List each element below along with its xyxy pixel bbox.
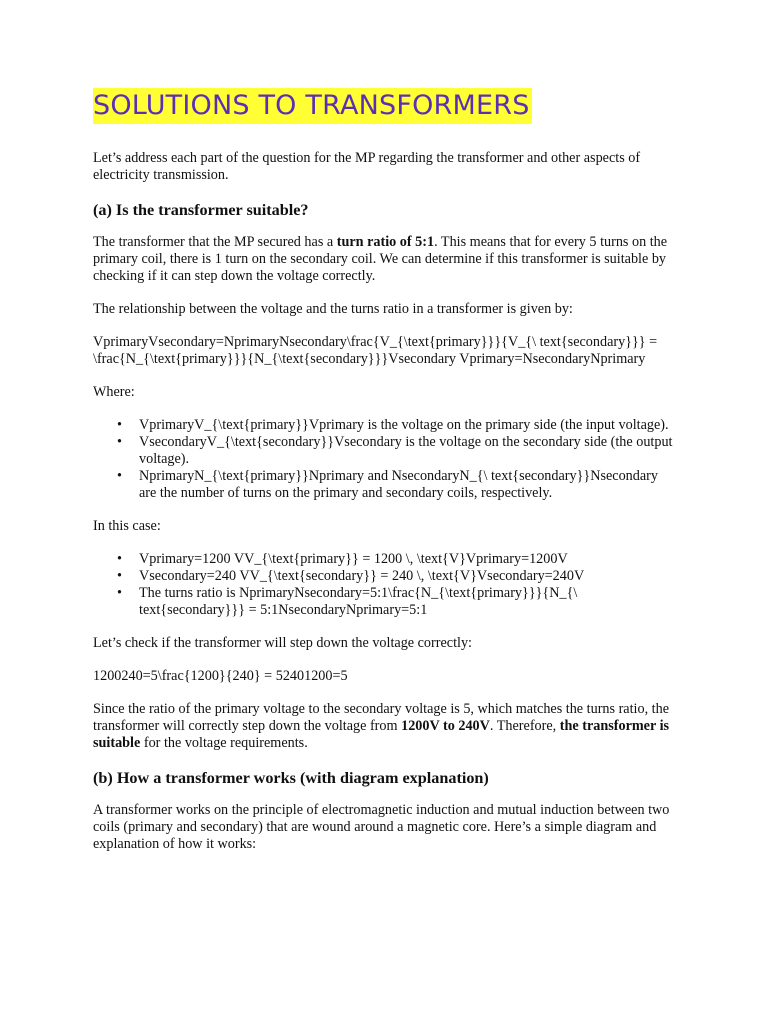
voltage-range-bold: 1200V to 240V bbox=[401, 718, 490, 734]
section-a-heading: (a) Is the transformer suitable? bbox=[93, 201, 309, 219]
section-b-heading: (b) How a transformer works (with diagram explanation) bbox=[93, 769, 489, 787]
list-item: • NprimaryN_{\text{primary}}Nprimary and NsecondaryN_{\ text{secondary}}Nsecondary are the number of turns on the primary and secondary coils, respectively. bbox=[139, 468, 678, 502]
list-item: • Vsecondary=240 VV_{\text{secondary}} = 240 \, \text{V}Vsecondary=240V bbox=[139, 568, 678, 585]
list-item: • VsecondaryV_{\text{secondary}}Vsecondary is the voltage on the secondary side (the output voltage). bbox=[139, 434, 678, 468]
turn-ratio-text-1: The transformer that the MP secured has a bbox=[93, 234, 337, 250]
conclusion-text-1: Since the ratio of the primary voltage to the secondary voltage is 5, which matches the turns ratio, the transformer will correctly step down the voltage from bbox=[93, 701, 669, 734]
turn-ratio-paragraph bbox=[93, 234, 678, 285]
list-item: • Vprimary=1200 VV_{\text{primary}} = 1200 \, \text{V}Vprimary=1200V bbox=[139, 551, 678, 568]
turn-ratio-bold: turn ratio of 5:1 bbox=[336, 234, 435, 250]
relationship-paragraph: The relationship between the voltage and the turns ratio in a transformer is given by: bbox=[93, 301, 573, 317]
suitable-bold: the transformer is suitable bbox=[93, 718, 670, 751]
intro-paragraph: Let’s address each part of the question for the MP regarding the transformer and other aspects of electricity transmission. bbox=[93, 150, 641, 183]
list-item: • The turns ratio is NprimaryNsecondary=5:1\frac{N_{\text{primary}}}{N_{\ text{secondary}}} = 5:1NsecondaryNprimary=5:1 bbox=[139, 585, 678, 619]
case-values-list bbox=[93, 551, 678, 619]
calculation-paragraph: 1200240=5\frac{1200}{240} = 52401200=5 bbox=[93, 668, 348, 684]
formula-paragraph: VprimaryVsecondary=NprimaryNsecondary\frac{V_{\text{primary}}}{V_{\ text{secondary}}} = \frac{N_{\text{primary}}}{N_{\text{secondary}}}Vsecondary Vprimary=NsecondaryNprimary bbox=[93, 334, 658, 367]
conclusion-text-3: for the voltage requirements. bbox=[140, 735, 308, 751]
turn-ratio-text-2: . This means that for every 5 turns on the primary coil, there is 1 turn on the secondary coil. We can determine if this transformer is suitable by checking if it can step down the voltage correctly. bbox=[93, 234, 668, 284]
how-it-works-paragraph: A transformer works on the principle of electromagnetic induction and mutual induction between two coils (primary and secondary) that are wound around a magnetic core. Here’s a simple diagram and explanation of how it works: bbox=[93, 802, 670, 852]
definitions-list bbox=[93, 417, 678, 502]
page-title: SOLUTIONS TO TRANSFORMERS bbox=[93, 88, 532, 124]
conclusion-text-2: . Therefore, bbox=[489, 718, 560, 734]
where-label: Where: bbox=[93, 384, 135, 400]
in-this-case-label: In this case: bbox=[93, 518, 161, 534]
conclusion-paragraph bbox=[93, 701, 678, 752]
check-paragraph: Let’s check if the transformer will step down the voltage correctly: bbox=[93, 635, 472, 651]
list-item: • VprimaryV_{\text{primary}}Vprimary is the voltage on the primary side (the input voltage). bbox=[139, 417, 678, 434]
